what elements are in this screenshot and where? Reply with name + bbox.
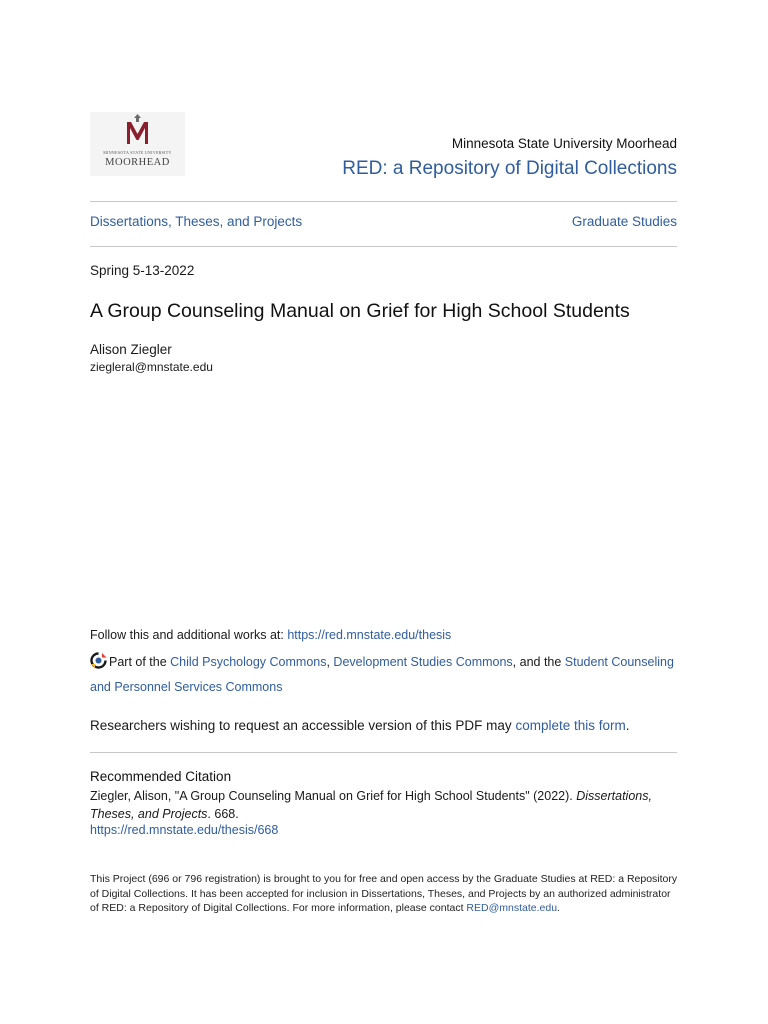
author-name: Alison Ziegler <box>90 342 172 357</box>
footer-notice <box>90 872 680 916</box>
accessibility-suffix: . <box>625 718 630 733</box>
document-title: A Group Counseling Manual on Grief for High School Students <box>90 300 630 322</box>
footer-text: This Project (696 or 796 registration) is brought to you for free and open access by the Graduate Studies at RED: a Repository of Digital Collections. It has been accepted for inclusion in Dissertations, Theses, and Projects by an authorized administrator of RED: a Repository of Digital Collections. For more information, please contact <box>90 873 678 915</box>
department-link[interactable]: Graduate Studies <box>571 214 677 229</box>
citation-heading: Recommended Citation <box>90 769 232 784</box>
logo-main-text: MOORHEAD <box>105 157 170 168</box>
citation-text <box>90 788 680 823</box>
accessibility-prefix: Researchers wishing to request an accessible version of this PDF may <box>90 718 516 733</box>
university-logo <box>90 112 185 176</box>
citation-number: . 668. <box>207 806 239 821</box>
follow-line <box>90 628 451 642</box>
accessibility-line <box>90 718 630 733</box>
commons-line <box>90 651 680 698</box>
contact-email-link[interactable]: RED@mnstate.edu <box>466 902 558 915</box>
citation-url-link[interactable]: https://red.mnstate.edu/thesis/668 <box>90 823 279 837</box>
m-logo-icon <box>90 112 185 152</box>
repository-link[interactable]: RED: a Repository of Digital Collections <box>342 158 677 179</box>
institution-name: Minnesota State University Moorhead <box>451 136 677 151</box>
citation-main: Ziegler, Alison, "A Group Counseling Manual on Grief for High School Students" (2022). <box>90 789 577 803</box>
divider <box>90 246 677 247</box>
follow-prefix: Follow this and additional works at: <box>90 628 288 642</box>
complete-form-link[interactable]: complete this form <box>515 718 626 733</box>
commons-separator: , <box>326 655 334 669</box>
divider <box>90 201 677 202</box>
student-counseling-commons-link[interactable]: Student Counseling and Personnel Services Commons <box>90 655 674 694</box>
divider <box>90 752 677 753</box>
commons-prefix: Part of the <box>109 655 171 669</box>
follow-url-link[interactable]: https://red.mnstate.edu/thesis <box>287 628 452 642</box>
logo-small-text: MINNESOTA STATE UNIVERSITY <box>103 150 172 155</box>
creative-commons-icon <box>90 652 107 676</box>
publication-date: Spring 5-13-2022 <box>90 263 195 278</box>
commons-separator: , and the <box>512 655 565 669</box>
collection-link[interactable]: Dissertations, Theses, and Projects <box>90 214 303 229</box>
footer-suffix: . <box>557 902 560 915</box>
development-studies-commons-link[interactable]: Development Studies Commons <box>333 655 513 669</box>
child-psychology-commons-link[interactable]: Child Psychology Commons <box>170 655 327 669</box>
citation-series: Dissertations, Theses, and Projects <box>90 789 652 821</box>
author-email: ziegleral@mnstate.edu <box>90 360 213 374</box>
